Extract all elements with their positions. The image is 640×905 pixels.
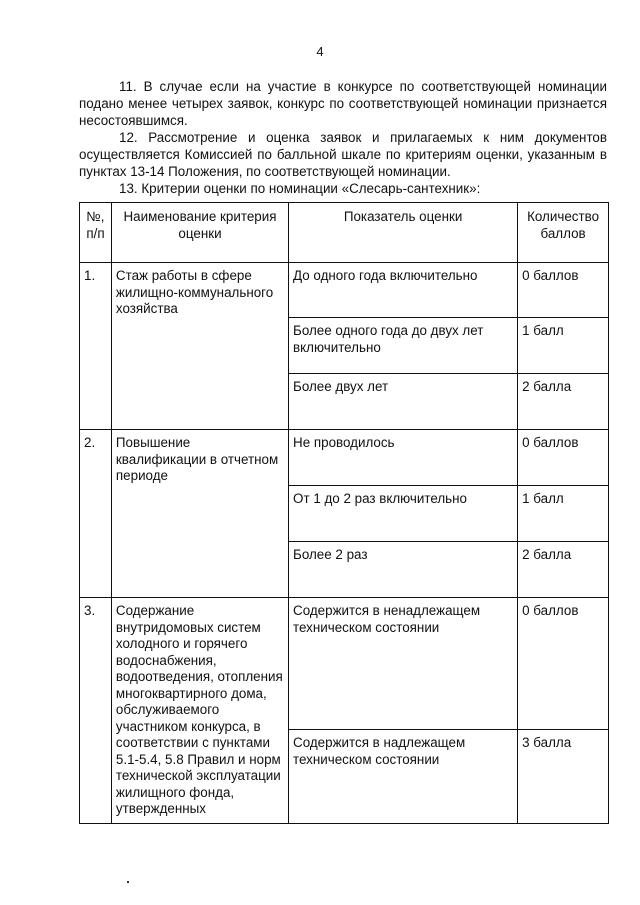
criterion-2-indicator-1: Не проводилось xyxy=(289,430,518,486)
criterion-1-points-2: 1 балл xyxy=(518,318,609,374)
paragraph-13-text: 13. Критерии оценки по номинации «Слесарь-сантехник»: xyxy=(119,181,481,196)
paragraph-13 xyxy=(79,180,607,197)
paragraph-12-text: 12. Рассмотрение и оценка заявок и прилагаемых к ним документов осуществляется Комиссией по балльной шкале по критериям оценки, указанным в пунктах 13-14 Положения, по соответствующей номинации. xyxy=(79,130,607,179)
criteria-table xyxy=(79,202,609,824)
paragraph-12 xyxy=(79,129,607,180)
criterion-2-points-1: 0 баллов xyxy=(518,430,609,486)
table-row xyxy=(80,430,609,486)
criterion-3-points-2: 3 балла xyxy=(518,730,609,823)
table-header-row xyxy=(80,203,609,263)
header-criterion-name: Наименование критерия оценки xyxy=(111,203,288,263)
header-num: №, п/п xyxy=(80,203,112,263)
criterion-1-indicator-1: До одного года включительно xyxy=(289,263,518,318)
criterion-1-num: 1. xyxy=(80,263,112,430)
criterion-1-points-3: 2 балла xyxy=(518,374,609,430)
criterion-1-indicator-2: Более одного года до двух лет включительно xyxy=(289,318,518,374)
paragraph-11 xyxy=(79,78,607,129)
criterion-2-name: Повышение квалификации в отчетном периоде xyxy=(111,430,288,598)
criterion-1-name: Стаж работы в сфере жилищно-коммунального хозяйства xyxy=(111,263,288,430)
header-indicator: Показатель оценки xyxy=(289,203,518,263)
paragraph-11-text: 11. В случае если на участие в конкурсе по соответствующей номинации подано менее четырех заявок, конкурс по соответствующей номинации признается несостоявшимся. xyxy=(79,79,607,128)
criterion-2-points-3: 2 балла xyxy=(518,542,609,598)
scan-speck xyxy=(127,881,129,883)
criterion-2-indicator-3: Более 2 раз xyxy=(289,542,518,598)
header-points: Количество баллов xyxy=(518,203,609,263)
criterion-2-indicator-2: От 1 до 2 раз включительно xyxy=(289,486,518,542)
criterion-3-name: Содержание внутридомовых систем холодного и горячего водоснабжения, водоотведения, отопления многоквартирного дома, обслуживаемого участником конкурса, в соответствии с пунктами 5.1-5.4, 5.8 Правил и норм технической эксплуатации жилищного фонда, утвержденных xyxy=(111,598,288,824)
criterion-3-indicator-2: Содержится в надлежащем техническом состоянии xyxy=(289,730,518,823)
page-number: 4 xyxy=(316,44,324,59)
table-row xyxy=(80,598,609,730)
criterion-3-points-1: 0 баллов xyxy=(518,598,609,730)
criterion-1-indicator-3: Более двух лет xyxy=(289,374,518,430)
criterion-2-points-2: 1 балл xyxy=(518,486,609,542)
criterion-2-num: 2. xyxy=(80,430,112,598)
criterion-3-num: 3. xyxy=(80,598,112,824)
criterion-3-indicator-1: Содержится в ненадлежащем техническом состоянии xyxy=(289,598,518,730)
criterion-1-points-1: 0 баллов xyxy=(518,263,609,318)
table-row xyxy=(80,263,609,318)
